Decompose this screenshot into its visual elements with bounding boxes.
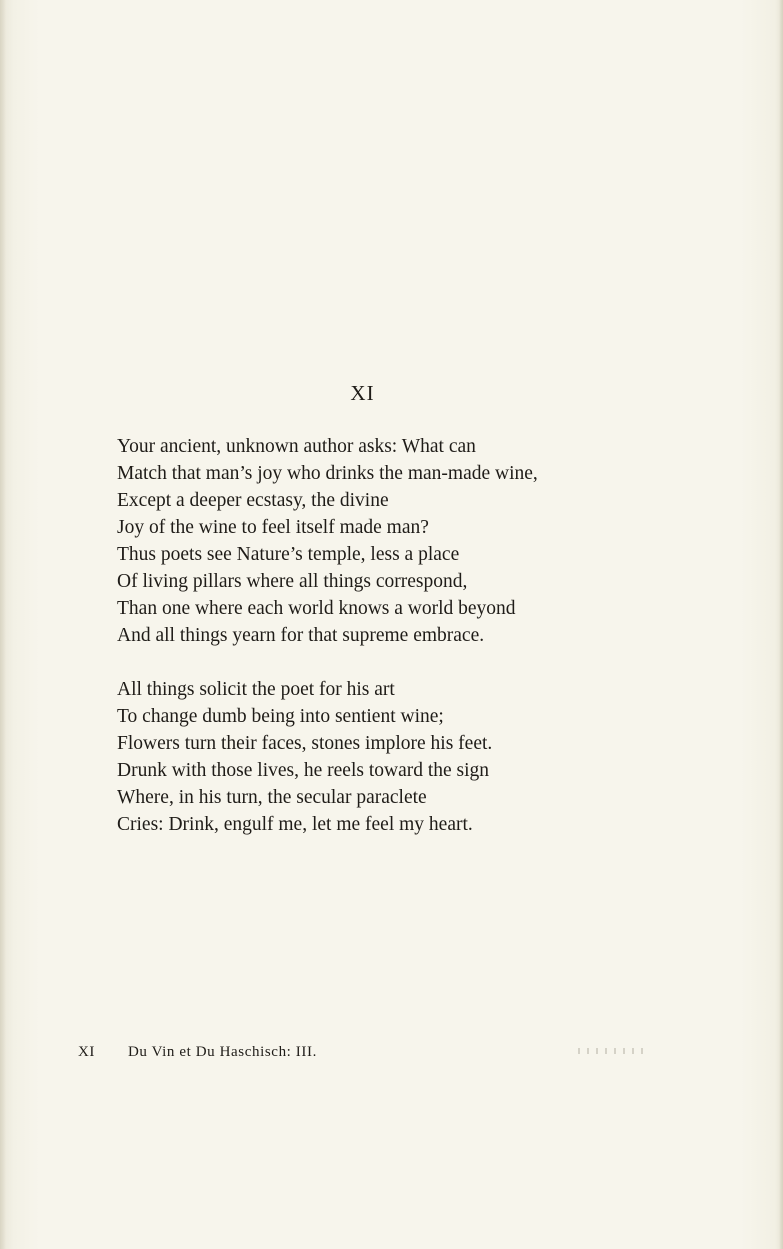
poem-line: To change dumb being into sentient wine; — [117, 706, 444, 727]
poem-line: Joy of the wine to feel itself made man? — [117, 517, 429, 538]
poem-section-number: XI — [350, 381, 375, 405]
poem-line: Than one where each world knows a world beyond — [117, 598, 516, 619]
poem-line: Cries: Drink, engulf me, let me feel my heart. — [117, 814, 473, 835]
footnote-text: Du Vin et Du Haschisch: III. — [128, 1044, 317, 1060]
poem-line: Where, in his turn, the secular paraclete — [117, 787, 427, 808]
page-gutter-shadow — [0, 0, 6, 1249]
stanza-2 — [117, 676, 657, 838]
footnote — [78, 1044, 317, 1061]
poem-line: Of living pillars where all things correspond, — [117, 571, 468, 592]
poem-line: Flowers turn their faces, stones implore his feet. — [117, 733, 493, 754]
poem-line: And all things yearn for that supreme embrace. — [117, 625, 485, 646]
poem-line: Thus poets see Nature’s temple, less a place — [117, 544, 460, 565]
stanza-1 — [117, 433, 657, 649]
poem-line: Except a deeper ecstasy, the divine — [117, 490, 389, 511]
poem-line: Drunk with those lives, he reels toward the sign — [117, 760, 490, 781]
poem-line: Your ancient, unknown author asks: What can — [117, 436, 476, 457]
print-speckle — [578, 1048, 648, 1054]
poem-line: All things solicit the poet for his art — [117, 679, 395, 700]
page-edge-shadow — [779, 0, 783, 1249]
poem-body — [117, 433, 657, 838]
poem-line: Match that man’s joy who drinks the man-made wine, — [117, 463, 538, 484]
footnote-number: XI — [78, 1044, 95, 1060]
